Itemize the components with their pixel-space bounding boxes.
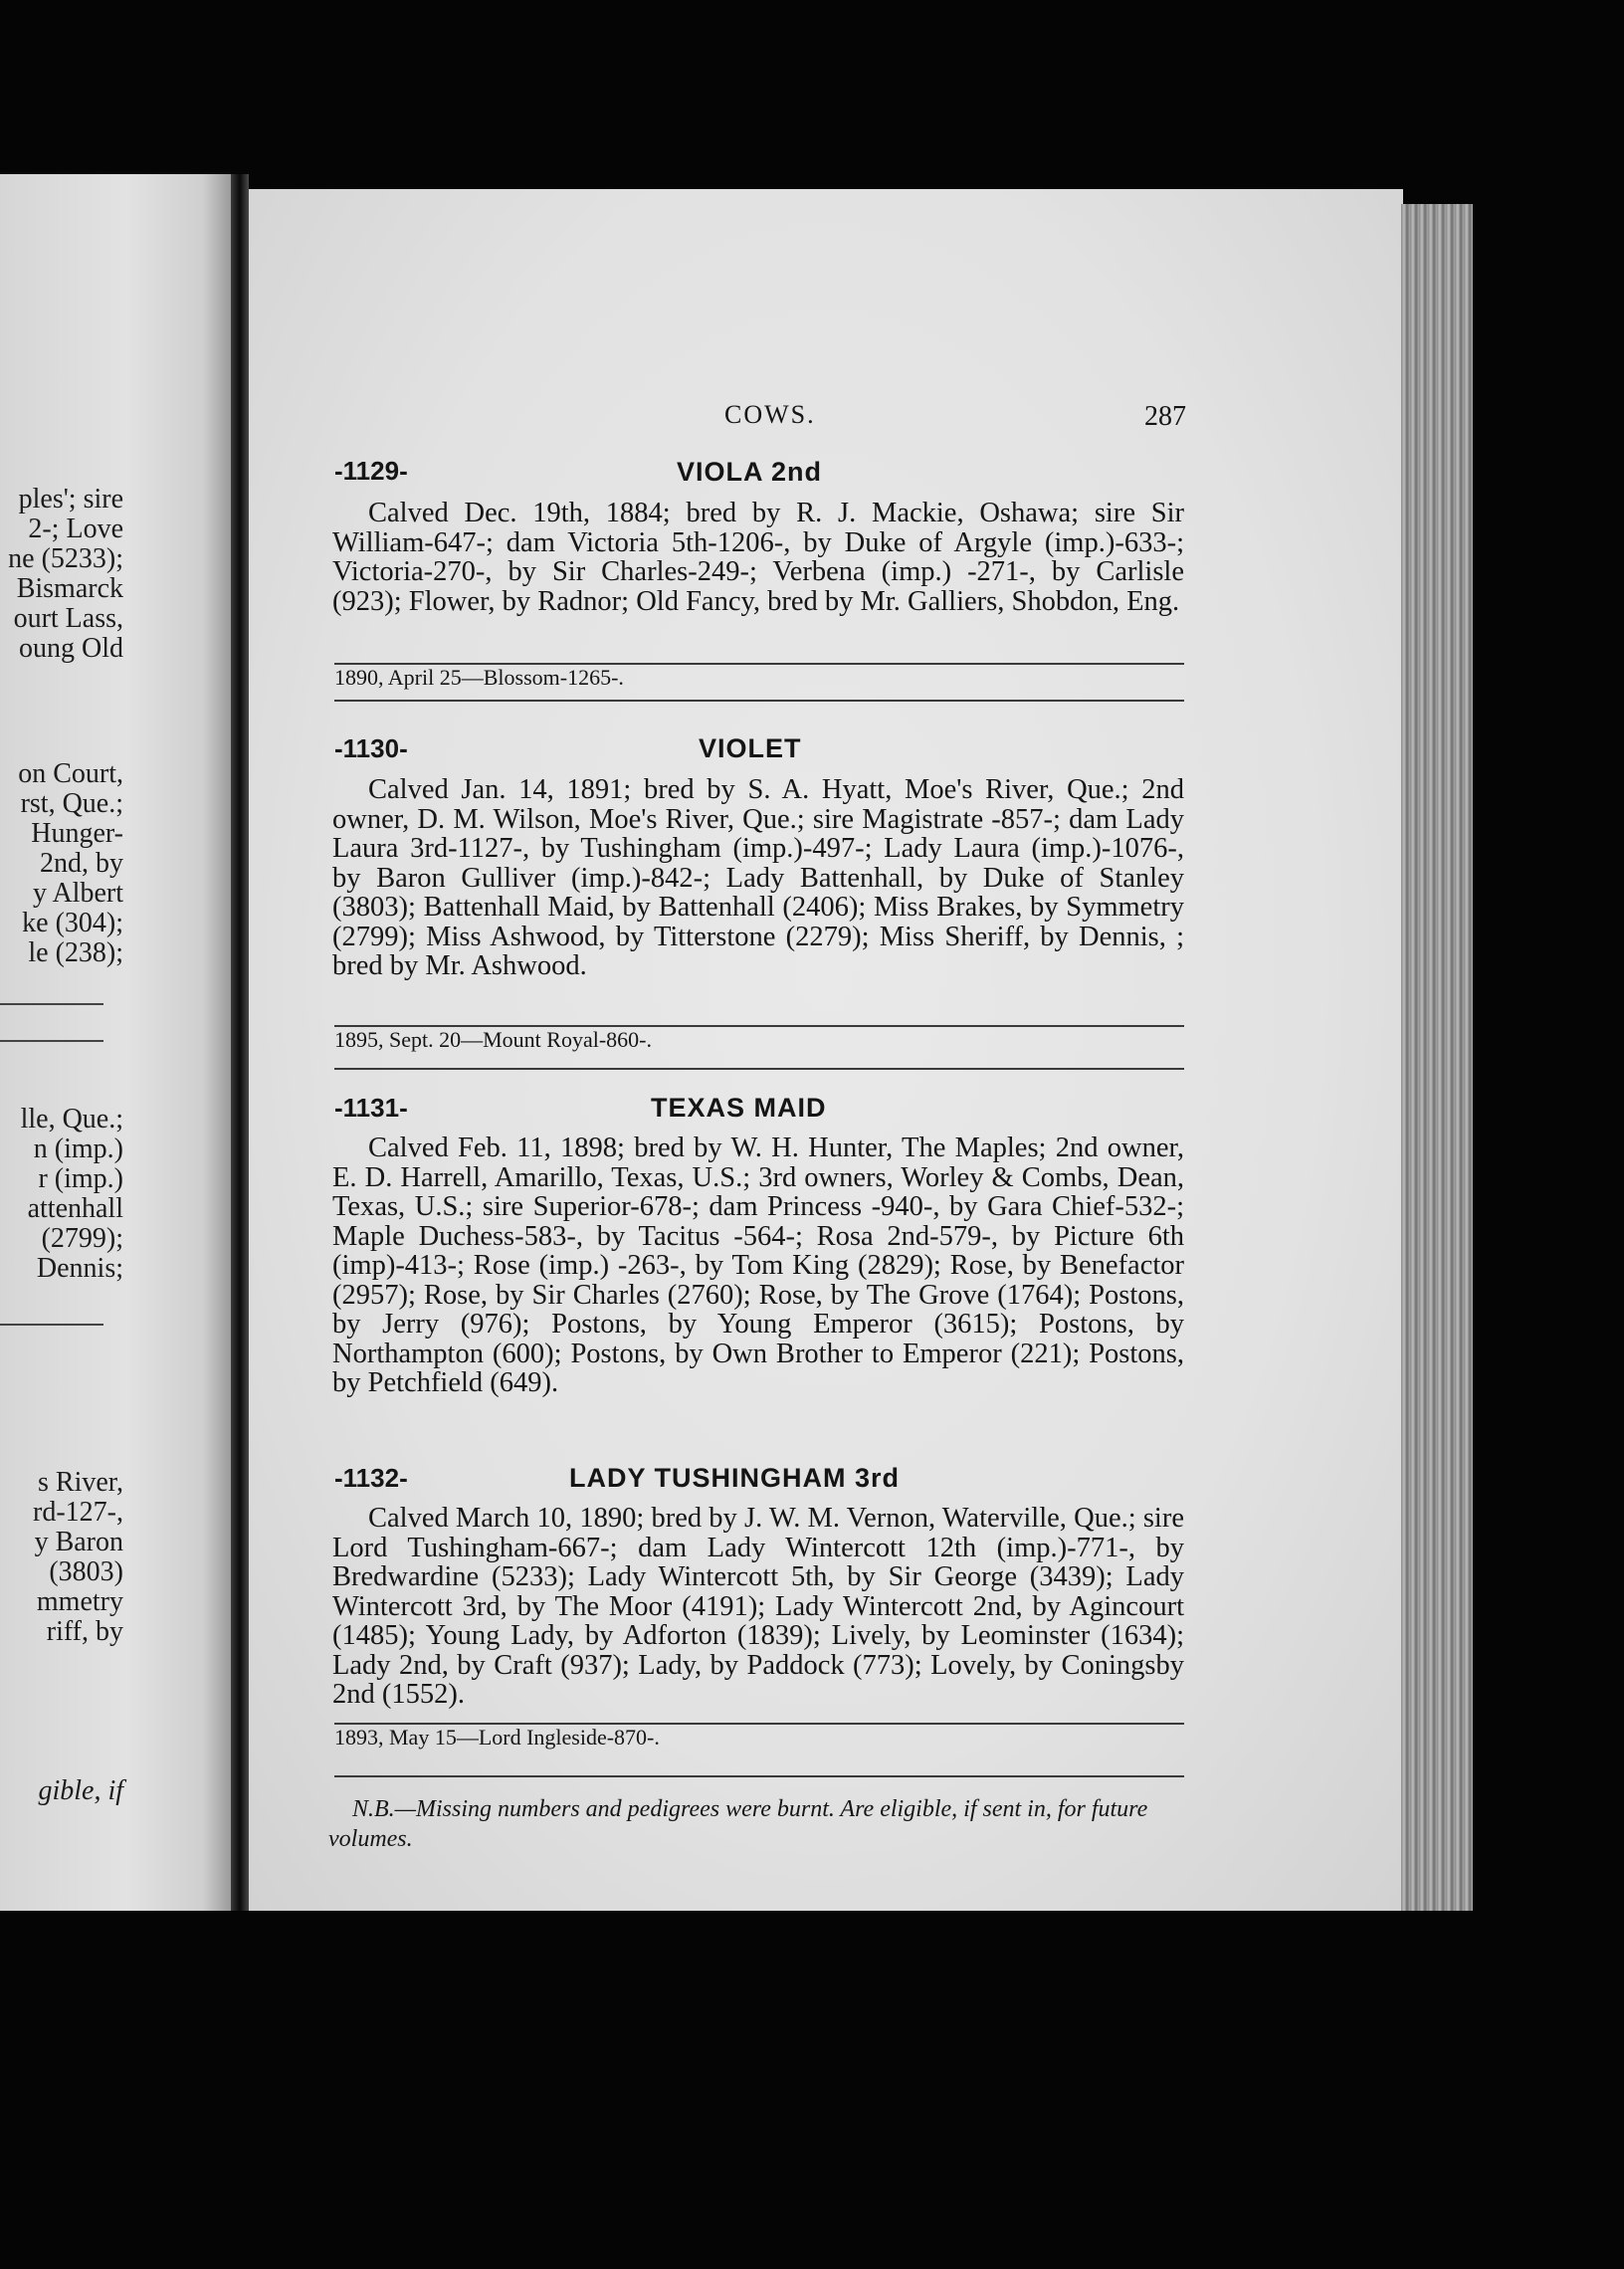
- left-page-line: Hunger-: [31, 818, 123, 849]
- entry-number: -1129-: [334, 456, 408, 486]
- left-page-line: (2799);: [41, 1223, 123, 1254]
- left-page-line: ne (5233);: [8, 543, 123, 574]
- calving-record: 1895, Sept. 20—Mount Royal-860-.: [334, 1027, 652, 1052]
- page-edges: [1401, 204, 1473, 1911]
- left-page-line: rd-127-,: [33, 1497, 123, 1528]
- calving-record: 1890, April 25—Blossom-1265-.: [334, 665, 624, 690]
- calving-record: 1893, May 15—Lord Ingleside-870-.: [334, 1725, 660, 1750]
- entry-number: -1132-: [334, 1463, 408, 1493]
- left-page-line: rst, Que.;: [20, 788, 123, 819]
- book-gutter: [231, 174, 249, 1911]
- entry-rule: [334, 700, 1184, 702]
- left-page-line: (3803): [49, 1556, 123, 1587]
- left-page-line: mmetry: [36, 1586, 123, 1617]
- left-page-rule: [0, 1003, 103, 1005]
- running-head: COWS.: [724, 400, 816, 429]
- left-page-line: on Court,: [18, 758, 123, 789]
- entry-rule: [334, 1068, 1184, 1070]
- previous-page-fragment: [0, 174, 231, 1911]
- entry-text: Calved Dec. 19th, 1884; bred by R. J. Mackie, Oshawa; sire Sir William-647-; dam Victoria 5th-1206-, by Duke of Argyle (imp.)-633-; Victoria-270-, by Sir Charles-249-; Verbena (imp.) -271-, by Carlisle (923); Flower, by Radnor; Old Fancy, bred by Mr. Galliers, Shobdon, Eng.: [332, 498, 1184, 617]
- left-page-line: le (238);: [28, 937, 123, 968]
- entry-number: -1131-: [334, 1093, 408, 1123]
- left-page-line: y Albert: [33, 878, 123, 909]
- left-page-line: s River,: [38, 1467, 123, 1498]
- footnote: N.B.—Missing numbers and pedigrees were burnt. Are eligible, if sent in, for future volumes.: [328, 1796, 1148, 1852]
- page-number: 287: [1144, 401, 1186, 432]
- entry-rule: [334, 1775, 1184, 1777]
- entry-text: Calved March 10, 1890; bred by J. W. M. Vernon, Waterville, Que.; sire Lord Tushingham-667-; dam Lady Wintercott 12th (imp.)-771-, by Bredwardine (5233); Lady Wintercott 5th, by Sir George (3439); Lady Wintercott 3rd, by The Moor (4191); Lady Wintercott 2nd, by Agincourt (1485); Young Lady, by Adforton (1839); Lively, by Leominster (1634); Lady 2nd, by Craft (937); Lady, by Paddock (773); Lovely, by Coningsby 2nd (1552).: [332, 1503, 1184, 1710]
- entry-title: LADY TUSHINGHAM 3rd: [569, 1463, 901, 1493]
- left-page-rule: [0, 1324, 103, 1326]
- entry-title: VIOLET: [699, 733, 802, 763]
- entry-title: VIOLA 2nd: [677, 457, 823, 487]
- left-page-rule: [0, 1040, 103, 1042]
- left-page-line: ples'; sire: [18, 484, 123, 515]
- entry-number: -1130-: [334, 733, 408, 763]
- left-page-line: Dennis;: [36, 1253, 123, 1284]
- left-page-line: gible, if: [38, 1775, 123, 1806]
- left-page-line: 2-; Love: [28, 514, 123, 544]
- left-page-line: riff, by: [46, 1616, 123, 1647]
- entry-text: Calved Feb. 11, 1898; bred by W. H. Hunter, The Maples; 2nd owner, E. D. Harrell, Amarillo, Texas, U.S.; 3rd owners, Worley & Combs, Dean, Texas, U.S.; sire Superior-678-; dam Princess -940-, by Gara Chief-532-; Maple Duchess-583-, by Tacitus -564-; Rosa 2nd-579-, by Picture 6th (imp)-413-; Rose (imp.) -263-, by Tom King (2829); Rose, by Benefactor (2957); Rose, by Sir Charles (2760); Rose, by The Grove (1764); Postons, by Jerry (976); Postons, by Young Emperor (3615); Postons, by Northampton (600); Postons, by Own Brother to Emperor (221); Postons, by Petchfield (649).: [332, 1133, 1184, 1398]
- entry-text: Calved Jan. 14, 1891; bred by S. A. Hyatt, Moe's River, Que.; 2nd owner, D. M. Wilson, Moe's River, Que.; sire Magistrate -857-; dam Lady Laura 3rd-1127-, by Tushingham (imp.)-497-; Lady Laura (imp.)-1076-, by Baron Gulliver (imp.)-842-; Lady Battenhall, by Duke of Stanley (3803); Battenhall Maid, by Battenhall (2406); Miss Brakes, by Symmetry (2799); Miss Ashwood, by Titterstone (2279); Miss Sheriff, by Dennis, ; bred by Mr. Ashwood.: [332, 774, 1184, 981]
- left-page-line: oung Old: [19, 633, 123, 664]
- left-page-line: Bismarck: [16, 573, 123, 604]
- left-page-line: n (imp.): [33, 1134, 123, 1164]
- entry-title: TEXAS MAID: [651, 1093, 827, 1123]
- left-page-line: ourt Lass,: [13, 603, 123, 634]
- left-page-line: lle, Que.;: [20, 1104, 123, 1134]
- left-page-line: ke (304);: [22, 908, 123, 938]
- left-page-line: 2nd, by: [40, 848, 123, 879]
- left-page-line: y Baron: [34, 1527, 123, 1557]
- left-page-line: attenhall: [27, 1193, 123, 1224]
- left-page-line: r (imp.): [38, 1163, 123, 1194]
